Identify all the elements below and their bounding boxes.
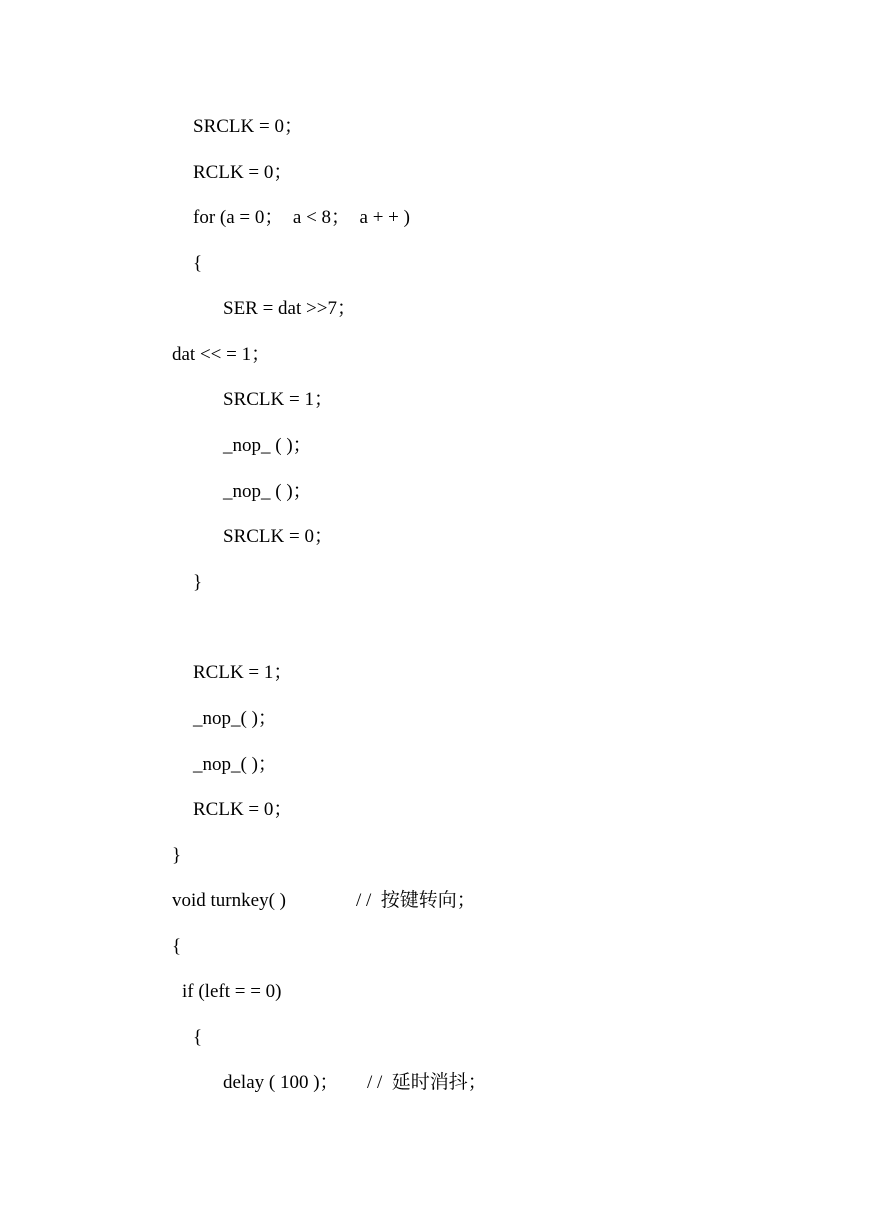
code-line: dat << = 1； — [172, 344, 271, 365]
code-line: SRCLK = 0； — [223, 526, 333, 547]
code-line: _nop_ ( )； — [223, 435, 312, 456]
code-line: { — [172, 936, 182, 957]
code-comment: / / 延时消抖； — [367, 1072, 487, 1093]
code-line: SER = dat >>7； — [223, 298, 356, 319]
code-line: { — [193, 1027, 203, 1048]
code-line: RCLK = 1； — [193, 662, 293, 683]
code-line: for (a = 0； a < 8； a + + ) — [193, 207, 410, 228]
code-line: RCLK = 0； — [193, 162, 293, 183]
code-line: _nop_( )； — [193, 708, 277, 729]
code-line: } — [193, 572, 203, 593]
code-line: _nop_( )； — [193, 754, 277, 775]
code-line: delay ( 100 )； — [223, 1072, 339, 1093]
code-line: { — [193, 253, 203, 274]
code-line: } — [172, 845, 182, 866]
code-line: RCLK = 0； — [193, 799, 293, 820]
code-line: SRCLK = 1； — [223, 389, 333, 410]
code-line: SRCLK = 0； — [193, 116, 303, 137]
code-comment: / / 按键转向； — [356, 890, 476, 911]
code-line: if (left = = 0) — [182, 981, 282, 1002]
code-line: _nop_ ( )； — [223, 481, 312, 502]
code-line: void turnkey( ) — [172, 890, 286, 911]
